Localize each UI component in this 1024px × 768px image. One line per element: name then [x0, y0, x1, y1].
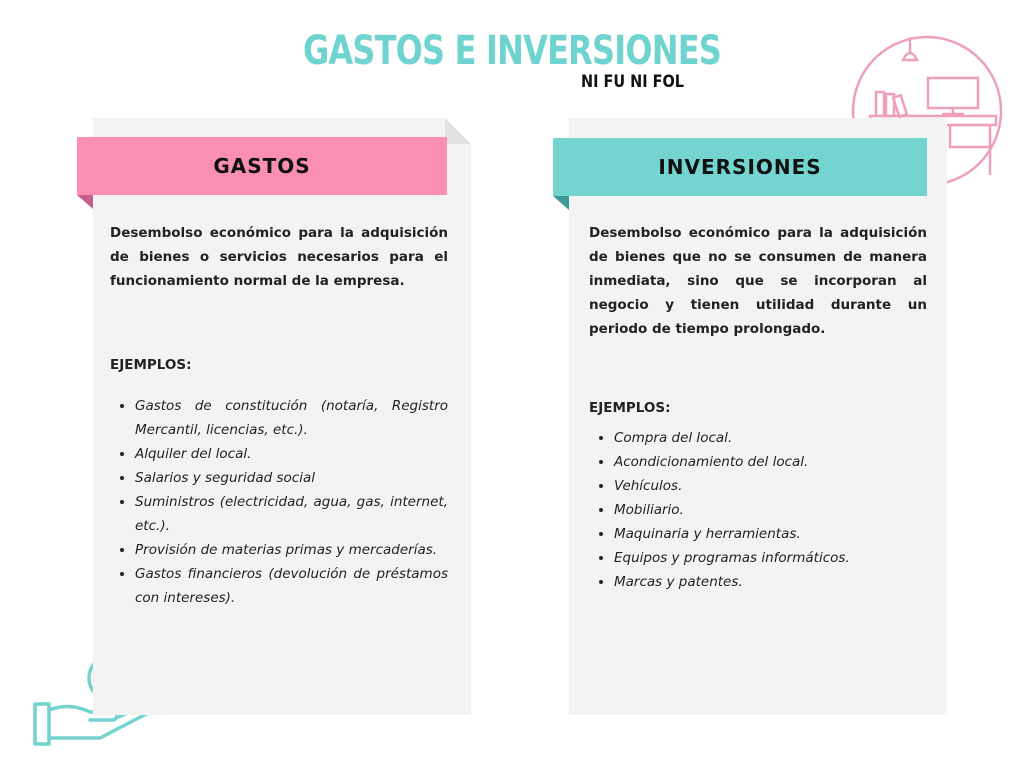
list-item: • Compra del local. — [614, 426, 927, 450]
gastos-heading: GASTOS — [77, 137, 447, 195]
inversiones-examples-list — [589, 426, 927, 594]
list-item: • Marcas y patentes. — [614, 570, 927, 594]
gastos-examples-label: EJEMPLOS: — [110, 357, 192, 373]
ribbon-tail — [77, 195, 93, 209]
list-item: • Gastos de constitución (notaría, Registro Mercantil, licencias, etc.). — [135, 394, 448, 442]
list-item: • Gastos financieros (devolución de préstamos con intereses). — [135, 562, 448, 610]
inversiones-heading: INVERSIONES — [553, 138, 927, 196]
list-item: • Salarios y seguridad social — [135, 466, 448, 490]
gastos-examples-list — [110, 394, 448, 610]
ribbon-tail — [553, 196, 569, 210]
page-title: GASTOS E INVERSIONES — [302, 28, 722, 74]
page-subtitle: NI FU NI FOL — [580, 72, 684, 92]
list-item: • Equipos y programas informáticos. — [614, 546, 927, 570]
list-item: • Provisión de materias primas y mercaderías. — [135, 538, 448, 562]
page-fold — [445, 118, 471, 144]
inversiones-examples-label: EJEMPLOS: — [589, 400, 671, 416]
gastos-description: Desembolso económico para la adquisición de bienes o servicios necesarios para el funcionamiento normal de la empresa. — [110, 225, 448, 289]
inversiones-description: Desembolso económico para la adquisición de bienes que no se consumen de manera inmediata, sino que se incorporan al negocio y tienen utilidad durante un periodo de tiempo prolongado. — [589, 225, 927, 337]
list-item: • Acondicionamiento del local. — [614, 450, 927, 474]
list-item: • Maquinaria y herramientas. — [614, 522, 927, 546]
list-item: • Alquiler del local. — [135, 442, 448, 466]
list-item: • Vehículos. — [614, 474, 927, 498]
list-item: • Mobiliario. — [614, 498, 927, 522]
inversiones-card — [569, 118, 947, 715]
list-item: • Suministros (electricidad, agua, gas, internet, etc.). — [135, 490, 448, 538]
